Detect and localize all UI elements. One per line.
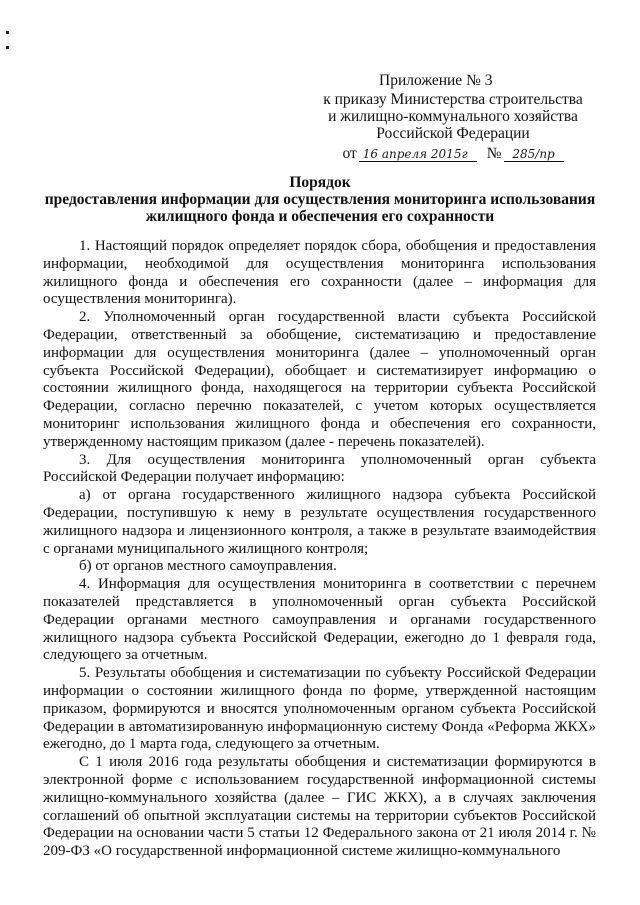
appendix-label: Приложение № 3 — [379, 72, 493, 89]
paragraph-2: 2. Уполномоченный орган государственной власти субъекта Российской Федерации, ответственный за обобщение, систематизацию и предоставление информации для осуществления мониторинга (далее – уполномоченный орган субъекта Российской Федерации), обобщает и систематизирует информацию о состоянии жилищного фонда, находящегося на территории субъекта Российской Федерации, согласно перечню показателей, с учетом которых осуществляется мониторинг использования жилищного фонда и обеспечения его сохранности, утвержденному настоящим приказом (далее - перечень показателей). — [43, 309, 596, 450]
title-line-2: предоставления информации для осуществления мониторинга использования — [44, 191, 596, 208]
number-prefix: № — [486, 145, 502, 162]
title-line-3: жилищного фонда и обеспечения его сохранности — [145, 208, 495, 225]
paragraph-6: С 1 июля 2016 года результаты обобщения и систематизации формируются в электронной форме с использованием государственной информационной системы жилищно-коммунального хозяйства (далее – ГИС ЖКХ), а в случаях заключения соглашений об опытной эксплуатации системы на территории субъектов Российской Федерации на основании части 5 статьи 12 Федерального закона от 21 июля 2014 г. № 209-ФЗ «О государственной информационной системе жилищно-коммунального — [43, 754, 596, 860]
scan-speck — [6, 31, 9, 34]
country-line: Российской Федерации — [376, 125, 530, 142]
order-date-number — [313, 145, 593, 162]
paragraph-1: 1. Настоящий порядок определяет порядок сбора, обобщения и предоставления информации, необходимой для осуществления мониторинга использования жилищного фонда и обеспечения его сохранности (далее – информация для осуществления мониторинга). — [43, 238, 596, 308]
handwritten-date: 16 апреля 2015г — [359, 147, 477, 162]
document-body — [43, 238, 596, 861]
order-reference-line: к приказу Министерства строительства — [323, 91, 583, 108]
scan-speck — [6, 46, 9, 49]
title-word: Порядок — [289, 174, 351, 191]
ministry-line: и жилищно-коммунального хозяйства — [328, 108, 578, 125]
date-prefix: от — [342, 145, 357, 162]
paragraph-5: 5. Результаты обобщения и систематизации по субъекту Российской Федерации информации о состоянии жилищного фонда по форме, утвержденной настоящим приказом, формируются и вносятся уполномоченным органом субъекта Российской Федерации в автоматизированную информационную систему Фонда «Реформа ЖКХ» ежегодно, до 1 марта года, следующего за отчетным. — [43, 665, 596, 753]
handwritten-number: 285/пр — [504, 147, 564, 162]
paragraph-3b: б) от органов местного самоуправления. — [79, 558, 337, 575]
document-title — [40, 174, 600, 225]
paragraph-3a: а) от органа государственного жилищного надзора субъекта Российской Федерации, поступившую к нему в результате осуществления государственного жилищного надзора и лицензионного контроля, а также в результате взаимодействия с органами муниципального жилищного контроля; — [43, 487, 596, 557]
paragraph-3: 3. Для осуществления мониторинга уполномоченный орган субъекта Российской Федерации получает информацию: — [43, 451, 596, 486]
appendix-header — [313, 72, 593, 162]
paragraph-4: 4. Информация для осуществления мониторинга в соответствии с перечнем показателей представляется в уполномоченный орган субъекта Российской Федерации органами местного самоуправления и органами государственного жилищного надзора субъекта Российской Федерации, ежегодно до 1 февраля года, следующего за отчетным. — [43, 576, 596, 664]
